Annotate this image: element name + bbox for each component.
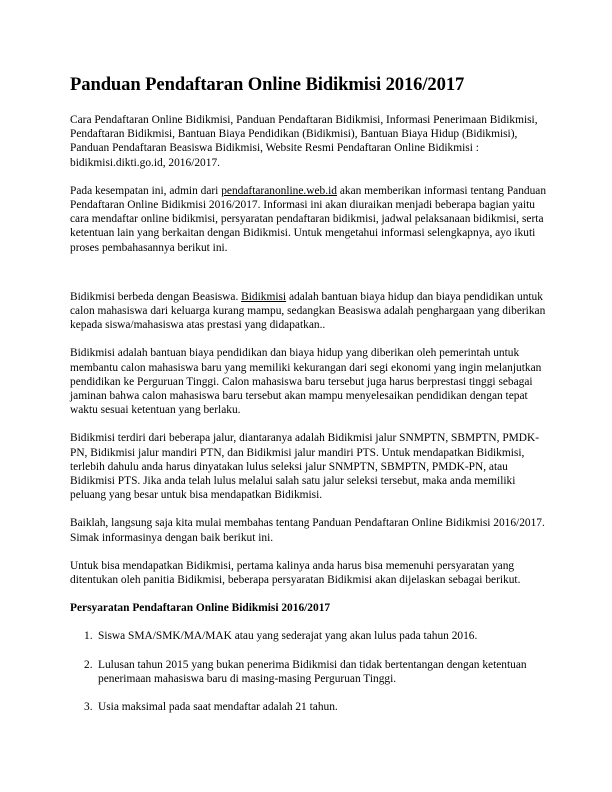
page-title: Panduan Pendaftaran Online Bidikmisi 2016/2017 bbox=[70, 74, 465, 95]
paragraph-admin-info bbox=[70, 184, 548, 255]
list-number: 3. bbox=[84, 701, 93, 714]
list-number: 2. bbox=[84, 658, 93, 671]
paragraph-definition: Bidikmisi adalah bantuan biaya pendidikan dan biaya hidup yang diberikan oleh pemerintah untuk membantu calon mahasiswa baru yang memiliki kekurangan dari segi ekonomi yang ingin melanjutkan pendidikan ke Perguruan Tinggi. Calon mahasiswa baru tersebut juga harus berprestasi tinggi sebagai jaminan bahwa calon mahasiswa baru tersebut akan mampu menyelesaikan pendidikan dengan tepat waktu sesuai ketentuan yang berlaku. bbox=[70, 347, 542, 417]
list-item bbox=[70, 629, 548, 643]
bidikmisi-link[interactable]: Bidikmisi bbox=[241, 290, 287, 303]
site-link[interactable]: pendaftaranonline.web.id bbox=[221, 184, 337, 197]
list-item bbox=[70, 700, 548, 714]
section-heading: Persyaratan Pendaftaran Online Bidikmisi 2016/2017 bbox=[70, 602, 331, 615]
list-item-text: Siswa SMA/SMK/MA/MAK atau yang sederajat yang akan lulus pada tahun 2016. bbox=[98, 630, 478, 643]
list-item bbox=[70, 658, 548, 686]
paragraph-intro-panduan: Baiklah, langsung saja kita mulai membahas tentang Panduan Pendaftaran Online Bidikmisi 2016/2017. Simak informasinya dengan baik berikut ini. bbox=[70, 517, 545, 544]
list-item-text: Lulusan tahun 2015 yang bukan penerima Bidikmisi dan tidak bertentangan dengan ketentuan penerimaan mahasiswa baru di masing-masing Perguruan Tinggi. bbox=[98, 658, 527, 685]
paragraph-persyaratan-intro: Untuk bisa mendapatkan Bidikmisi, pertama kalinya anda harus bisa memenuhi persyaratan yang ditentukan oleh panitia Bidikmisi, beberapa persyaratan Bidikmisi akan dijelaskan sebagai berikut. bbox=[70, 559, 521, 587]
paragraph-bidikmisi-vs-beasiswa bbox=[70, 290, 548, 333]
list-number: 1. bbox=[84, 630, 93, 643]
paragraph-jalur: Bidikmisi terdiri dari beberapa jalur, diantaranya adalah Bidikmisi jalur SNMPTN, SBMPTN, PMDK-PN, Bidikmisi jalur mandiri PTN, dan Bidikmisi jalur mandiri PTS. Untuk mendapatkan Bidikmisi, terlebih dahulu anda harus dinyatakan lulus seleksi jalur SNMPTN, SBMPTN, PMDK-PN, atau Bidikmisi PTS. Jika anda telah lulus melalui salah satu jalur seleksi tersebut, maka anda memiliki peluang yang besar untuk bisa mendapatkan Bidikmisi. bbox=[70, 432, 540, 502]
requirements-list bbox=[70, 629, 548, 714]
paragraph-text: adalah bantuan biaya hidup dan biaya pendidikan untuk calon mahasiswa dari keluarga kurang mampu, sedangkan Beasiswa adalah penghargaan yang diberikan kepada siswa/mahasiswa atas prestasi yang didapatkan.. bbox=[70, 290, 546, 332]
paragraph-text: Pada kesempatan ini, admin dari bbox=[70, 184, 222, 197]
paragraph-text: akan memberikan informasi tentang Panduan Pendaftaran Online Bidikmisi 2016/2017. Informasi ini akan diuraikan menjadi beberapa bagian yaitu cara mendaftar online bidikmisi, persyaratan pendaftaran bidikmisi, jadwal pelaksanaan bidikmisi, serta ketentuan lain yang berkaitan dengan Bidikmisi. Untuk mengetahui informasi selengkapnya, ayo ikuti proses pembahasannya berikut ini. bbox=[70, 184, 547, 254]
document-page bbox=[70, 74, 548, 728]
paragraph-text: Bidikmisi berbeda dengan Beasiswa. bbox=[70, 290, 242, 303]
intro-paragraph: Cara Pendaftaran Online Bidikmisi, Panduan Pendaftaran Bidikmisi, Informasi Penerimaan Bidikmisi, Pendaftaran Bidikmisi, Bantuan Biaya Pendidikan (Bidikmisi), Bantuan Biaya Hidup (Bidikmisi), Panduan Pendaftaran Beasiswa Bidikmisi, Website Resmi Pendaftaran Online Bidikmisi : bidikmisi.dikti.go.id, 2016/2017. bbox=[70, 114, 538, 169]
list-item-text: Usia maksimal pada saat mendaftar adalah 21 tahun. bbox=[98, 701, 338, 714]
